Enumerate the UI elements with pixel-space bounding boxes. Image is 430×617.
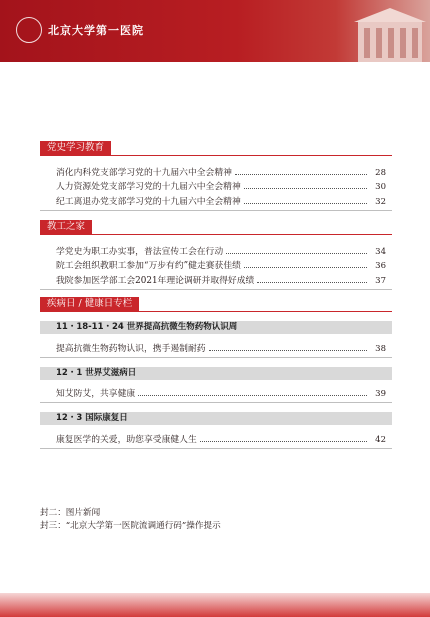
section-title: 党史学习教育	[40, 141, 111, 155]
toc-entry[interactable]	[40, 242, 392, 257]
toc-entry-page: 32	[375, 196, 386, 207]
section-header	[40, 141, 392, 156]
masthead-text: 北京大学第一医院	[48, 24, 144, 37]
section-health-days	[40, 297, 392, 449]
toc-entry[interactable]	[40, 178, 392, 193]
building-illustration	[350, 0, 430, 62]
section-header	[40, 220, 392, 235]
section-title: 疾病日 / 健康日专栏	[40, 297, 139, 311]
dot-leader	[244, 187, 367, 189]
toc-entry[interactable]	[40, 271, 392, 286]
toc-entry[interactable]	[40, 192, 392, 207]
dot-leader	[257, 281, 367, 283]
toc-entry-title: 我院参加医学部工会2021年理论调研并取得好成绩	[56, 275, 255, 286]
section-staff-home	[40, 220, 392, 290]
toc-entry-page: 36	[375, 261, 386, 271]
toc-entry-title: 学党史为职工办实事，普法宣传工会在行动	[56, 246, 224, 257]
dot-leader	[200, 440, 367, 442]
toc-entry-title: 提高抗微生物药物认识，携手遏制耐药	[56, 343, 206, 354]
header-banner	[0, 0, 430, 62]
toc-entry-title: 人力资源处党支部学习党的十九届六中全会精神	[56, 182, 241, 192]
toc-entry-title: 康复医学的关爱，助您享受康健人生	[56, 434, 197, 445]
toc-entry-page: 42	[375, 434, 386, 445]
dot-leader	[138, 394, 367, 396]
hospital-emblem-icon	[16, 17, 42, 43]
footer-band	[0, 593, 430, 617]
toc-entry-page: 28	[375, 167, 386, 178]
toc-entry-page: 39	[375, 389, 386, 399]
section-party-history	[40, 141, 392, 211]
subsection-heading: 12・1 世界艾滋病日	[40, 367, 392, 380]
toc-entry-title: 院工会组织教职工参加“万步有约”健走赛获佳绩	[56, 261, 241, 271]
toc-entry[interactable]	[40, 339, 392, 354]
dot-leader	[226, 252, 367, 254]
toc-entry-page: 30	[375, 182, 386, 192]
toc-entry-page: 38	[375, 343, 386, 354]
masthead-logo	[16, 13, 191, 47]
section-title: 教工之家	[40, 220, 92, 234]
toc-entry-title: 知艾防艾，共享健康	[56, 389, 136, 399]
toc-entry[interactable]	[40, 257, 392, 272]
toc-entry-page: 34	[375, 246, 386, 257]
subsection-heading: 11・18-11・24 世界提高抗微生物药物认识周	[40, 321, 392, 334]
dot-leader	[209, 349, 367, 351]
cover-notes	[40, 507, 221, 533]
toc-entry[interactable]	[40, 385, 392, 400]
dot-leader	[235, 173, 367, 175]
toc-entry[interactable]	[40, 163, 392, 178]
toc-entry[interactable]	[40, 430, 392, 445]
toc-entry-title: 纪工离退办党支部学习党的十九届六中全会精神	[56, 196, 241, 207]
toc-entry-title: 消化内科党支部学习党的十九届六中全会精神	[56, 167, 232, 178]
cover2-note: 封二：图片新闻	[40, 508, 101, 518]
dot-leader	[244, 202, 367, 204]
cover3-note: 封三：“北京大学第一医院流调通行码”操作提示	[40, 521, 221, 531]
subsection-heading: 12・3 国际康复日	[40, 412, 392, 425]
dot-leader	[244, 266, 367, 268]
section-header	[40, 297, 392, 312]
toc-entry-page: 37	[375, 275, 386, 286]
